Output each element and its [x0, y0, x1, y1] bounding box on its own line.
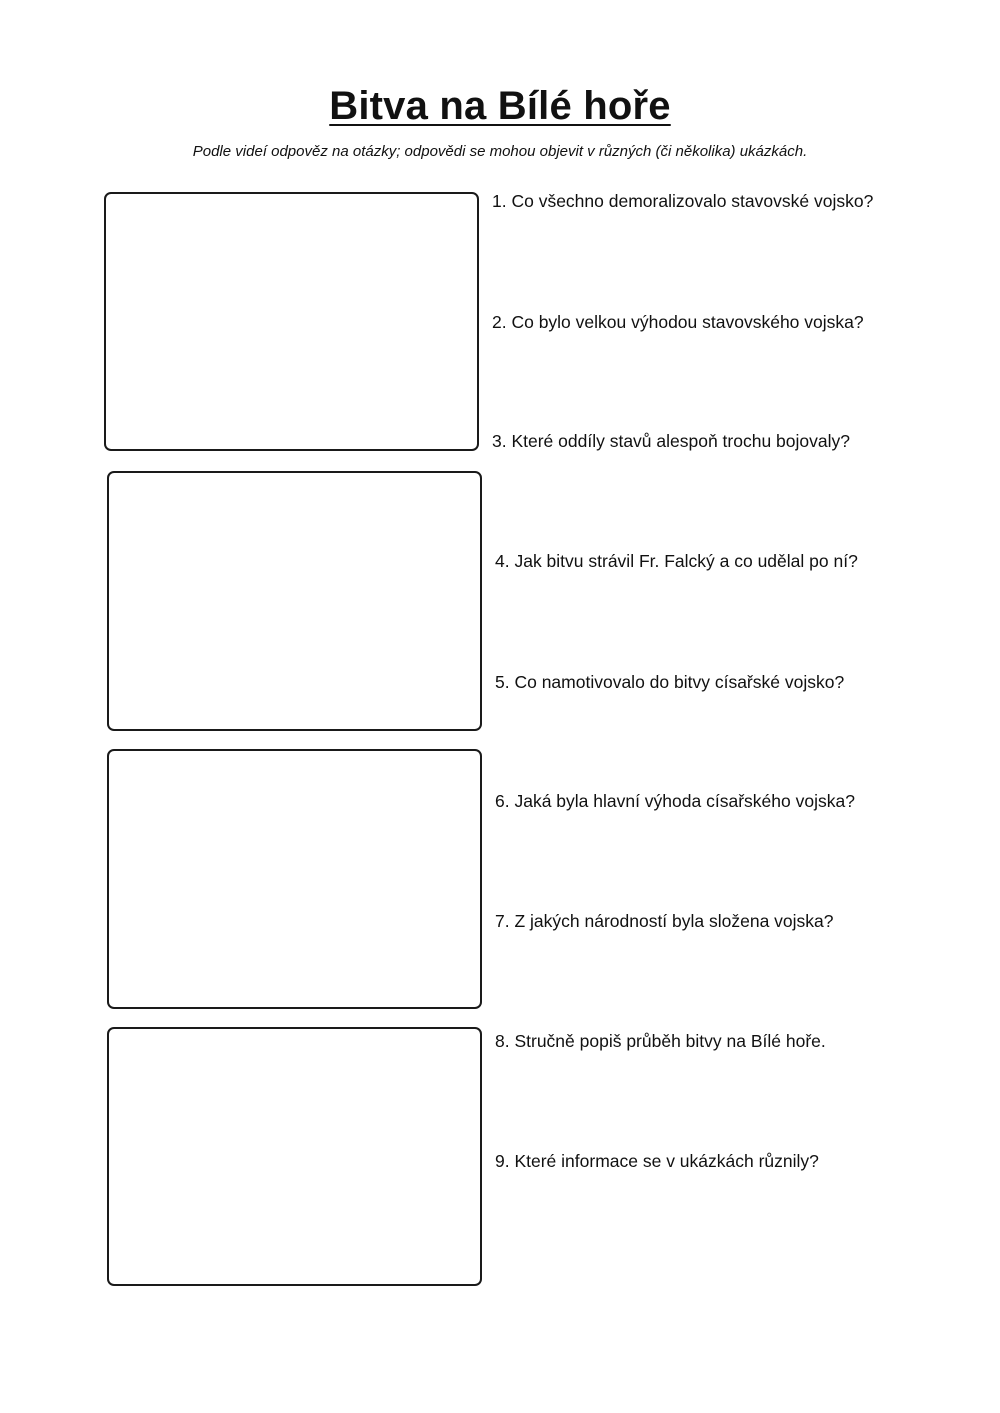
video-frame-1[interactable] — [104, 192, 479, 451]
question-8: 8. Stručně popiš průběh bitvy na Bílé hoře. — [495, 1031, 826, 1051]
question-4: 4. Jak bitvu strávil Fr. Falcký a co udělal po ní? — [495, 551, 858, 571]
worksheet-title: Bitva na Bílé hoře — [329, 84, 671, 128]
question-3: 3. Které oddíly stavů alespoň trochu bojovaly? — [492, 431, 850, 451]
question-2: 2. Co bylo velkou výhodou stavovského vojska? — [492, 312, 864, 332]
video-frame-4[interactable] — [107, 1027, 482, 1286]
question-7: 7. Z jakých národností byla složena vojska? — [495, 911, 834, 931]
video-frame-2[interactable] — [107, 471, 482, 731]
worksheet-instructions: Podle videí odpověz na otázky; odpovědi se mohou objevit v různých (či několika) ukázkách. — [192, 143, 808, 160]
question-6: 6. Jaká byla hlavní výhoda císařského vojska? — [495, 791, 855, 811]
question-9: 9. Které informace se v ukázkách různily? — [495, 1151, 819, 1171]
question-5: 5. Co namotivovalo do bitvy císařské vojsko? — [495, 672, 845, 692]
video-frame-3[interactable] — [107, 749, 482, 1009]
question-1: 1. Co všechno demoralizovalo stavovské vojsko? — [492, 191, 874, 211]
